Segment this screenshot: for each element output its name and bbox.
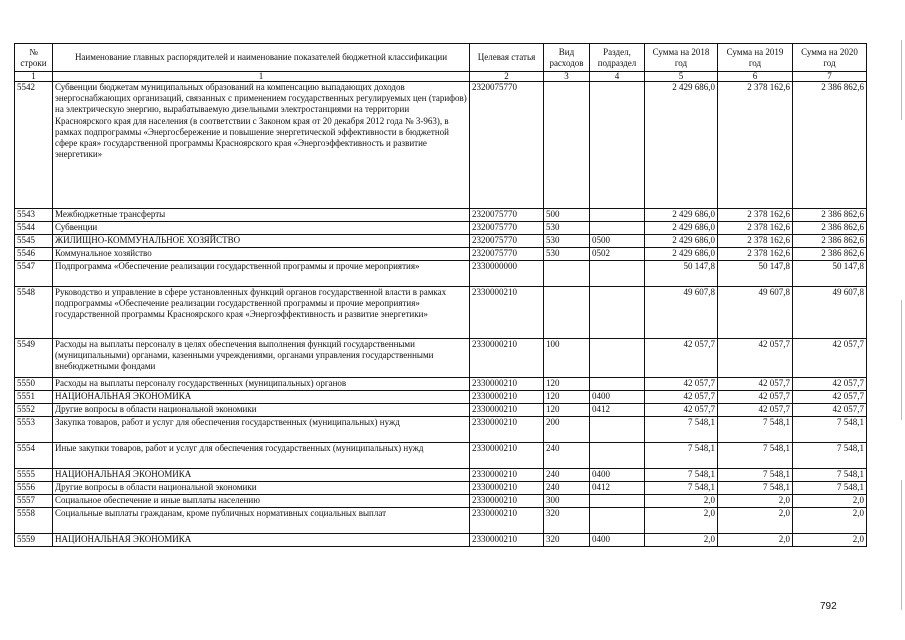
scan-edge-mark xyxy=(901,480,902,610)
row-name: Другие вопросы в области национальной экономики xyxy=(53,482,470,495)
budget-table xyxy=(14,43,867,547)
target-article: 2330000000 xyxy=(470,261,544,287)
target-article: 2330000210 xyxy=(470,391,544,404)
sum-2019: 7 548,1 xyxy=(718,482,793,495)
expense-type: 530 xyxy=(544,222,590,235)
sum-2019: 2 378 162,6 xyxy=(718,235,793,248)
sum-2018: 2 429 686,0 xyxy=(645,235,718,248)
table-row xyxy=(15,534,867,547)
expense-type xyxy=(544,261,590,287)
sum-2018: 2,0 xyxy=(645,495,718,508)
expense-type: 120 xyxy=(544,378,590,391)
target-article: 2320075770 xyxy=(470,209,544,222)
expense-type xyxy=(544,287,590,339)
row-number: 5544 xyxy=(15,222,53,235)
sum-2019: 7 548,1 xyxy=(718,469,793,482)
row-number: 5542 xyxy=(15,82,53,209)
section-code: 0412 xyxy=(590,404,645,417)
sum-2019: 2,0 xyxy=(718,508,793,534)
expense-type: 530 xyxy=(544,235,590,248)
table-row xyxy=(15,443,867,469)
row-name: Закупка товаров, работ и услуг для обеспечения государственных (муниципальных) нужд xyxy=(53,417,470,443)
table-row xyxy=(15,235,867,248)
column-number: 2 xyxy=(470,72,544,82)
row-name: Межбюджетные трансферты xyxy=(53,209,470,222)
header-name: Наименование главных распорядителей и наименование показателей бюджетной классификации xyxy=(53,44,470,72)
scan-edge-mark xyxy=(901,300,902,420)
header-sum-2020: Сумма на 2020 год xyxy=(793,44,867,72)
sum-2020: 7 548,1 xyxy=(793,417,867,443)
sum-2019: 42 057,7 xyxy=(718,391,793,404)
target-article: 2320075770 xyxy=(470,248,544,261)
column-number: 5 xyxy=(645,72,718,82)
table-row xyxy=(15,222,867,235)
row-name: Коммунальное хозяйство xyxy=(53,248,470,261)
sum-2018: 2,0 xyxy=(645,534,718,547)
header-target: Целевая статья xyxy=(470,44,544,72)
target-article: 2330000210 xyxy=(470,339,544,378)
sum-2019: 7 548,1 xyxy=(718,443,793,469)
row-number: 5547 xyxy=(15,261,53,287)
sum-2019: 2 378 162,6 xyxy=(718,209,793,222)
sum-2018: 49 607,8 xyxy=(645,287,718,339)
row-name: НАЦИОНАЛЬНАЯ ЭКОНОМИКА xyxy=(53,534,470,547)
sum-2020: 2,0 xyxy=(793,495,867,508)
header-sum-2019: Сумма на 2019 год xyxy=(718,44,793,72)
table-row xyxy=(15,495,867,508)
row-number: 5550 xyxy=(15,378,53,391)
page-number: 792 xyxy=(820,601,837,612)
section-code xyxy=(590,261,645,287)
table-row xyxy=(15,378,867,391)
sum-2019: 42 057,7 xyxy=(718,404,793,417)
section-code xyxy=(590,443,645,469)
sum-2020: 42 057,7 xyxy=(793,391,867,404)
row-number: 5543 xyxy=(15,209,53,222)
expense-type: 240 xyxy=(544,443,590,469)
sum-2019: 42 057,7 xyxy=(718,378,793,391)
section-code xyxy=(590,378,645,391)
sum-2020: 2 386 862,6 xyxy=(793,82,867,209)
section-code: 0412 xyxy=(590,482,645,495)
sum-2020: 2 386 862,6 xyxy=(793,235,867,248)
expense-type: 120 xyxy=(544,404,590,417)
scan-edge-mark xyxy=(901,40,902,120)
sum-2018: 42 057,7 xyxy=(645,339,718,378)
sum-2020: 2 386 862,6 xyxy=(793,248,867,261)
sum-2019: 2,0 xyxy=(718,495,793,508)
row-name: Руководство и управление в сфере установленных функций органов государственной власти в рамках подпрограммы «Обеспечение реализации государственной программы и прочие мероприятия» государственной программы Красноярского края «Энергоэффективность и развитие энергетики» xyxy=(53,287,470,339)
target-article: 2330000210 xyxy=(470,287,544,339)
row-number: 5546 xyxy=(15,248,53,261)
sum-2019: 2 378 162,6 xyxy=(718,222,793,235)
sum-2020: 7 548,1 xyxy=(793,469,867,482)
sum-2019: 2,0 xyxy=(718,534,793,547)
table-row xyxy=(15,482,867,495)
row-name: ЖИЛИЩНО-КОММУНАЛЬНОЕ ХОЗЯЙСТВО xyxy=(53,235,470,248)
column-number: 1 xyxy=(15,72,53,82)
column-number: 6 xyxy=(718,72,793,82)
sum-2020: 50 147,8 xyxy=(793,261,867,287)
target-article: 2320075770 xyxy=(470,82,544,209)
target-article: 2330000210 xyxy=(470,417,544,443)
row-number: 5558 xyxy=(15,508,53,534)
expense-type: 240 xyxy=(544,469,590,482)
row-number: 5545 xyxy=(15,235,53,248)
row-name: НАЦИОНАЛЬНАЯ ЭКОНОМИКА xyxy=(53,391,470,404)
section-code xyxy=(590,222,645,235)
row-number: 5553 xyxy=(15,417,53,443)
row-number: 5556 xyxy=(15,482,53,495)
table-row xyxy=(15,417,867,443)
column-number: 7 xyxy=(793,72,867,82)
header-row xyxy=(15,44,867,72)
row-name: Иные закупки товаров, работ и услуг для обеспечения государственных (муниципальных) нужд xyxy=(53,443,470,469)
section-code: 0400 xyxy=(590,534,645,547)
expense-type: 530 xyxy=(544,248,590,261)
sum-2019: 42 057,7 xyxy=(718,339,793,378)
sum-2018: 2,0 xyxy=(645,508,718,534)
sum-2018: 7 548,1 xyxy=(645,469,718,482)
header-sum-2018: Сумма на 2018 год xyxy=(645,44,718,72)
sum-2020: 42 057,7 xyxy=(793,378,867,391)
target-article: 2330000210 xyxy=(470,534,544,547)
expense-type: 240 xyxy=(544,482,590,495)
sum-2018: 42 057,7 xyxy=(645,404,718,417)
expense-type: 200 xyxy=(544,417,590,443)
sum-2020: 2,0 xyxy=(793,534,867,547)
column-number: 1 xyxy=(53,72,470,82)
target-article: 2330000210 xyxy=(470,404,544,417)
sum-2018: 7 548,1 xyxy=(645,417,718,443)
sum-2020: 7 548,1 xyxy=(793,482,867,495)
sum-2019: 7 548,1 xyxy=(718,417,793,443)
target-article: 2330000210 xyxy=(470,443,544,469)
header-row-no: № строки xyxy=(15,44,53,72)
section-code xyxy=(590,508,645,534)
sum-2018: 2 429 686,0 xyxy=(645,248,718,261)
table-row xyxy=(15,391,867,404)
sum-2019: 50 147,8 xyxy=(718,261,793,287)
section-code xyxy=(590,287,645,339)
section-code xyxy=(590,82,645,209)
table-row xyxy=(15,209,867,222)
section-code xyxy=(590,339,645,378)
expense-type: 320 xyxy=(544,534,590,547)
sum-2018: 42 057,7 xyxy=(645,391,718,404)
header-expense-type: Вид расходов xyxy=(544,44,590,72)
row-name: Расходы на выплаты персоналу государственных (муниципальных) органов xyxy=(53,378,470,391)
sum-2020: 42 057,7 xyxy=(793,404,867,417)
sum-2018: 2 429 686,0 xyxy=(645,209,718,222)
row-name: Социальные выплаты гражданам, кроме публичных нормативных социальных выплат xyxy=(53,508,470,534)
expense-type: 500 xyxy=(544,209,590,222)
sum-2018: 2 429 686,0 xyxy=(645,82,718,209)
target-article: 2330000210 xyxy=(470,378,544,391)
table-row xyxy=(15,339,867,378)
header-section: Раздел, подраздел xyxy=(590,44,645,72)
table-row xyxy=(15,508,867,534)
row-name: Социальное обеспечение и иные выплаты населению xyxy=(53,495,470,508)
row-number: 5555 xyxy=(15,469,53,482)
target-article: 2330000210 xyxy=(470,508,544,534)
column-number: 3 xyxy=(544,72,590,82)
expense-type: 320 xyxy=(544,508,590,534)
row-name: Расходы на выплаты персоналу в целях обеспечения выполнения функций государственными (муниципальными) органами, казенными учреждениями, органами управления государственными внебюджетными фондами xyxy=(53,339,470,378)
row-name: Подпрограмма «Обеспечение реализации государственной программы и прочие мероприятия» xyxy=(53,261,470,287)
table-row xyxy=(15,248,867,261)
sum-2020: 42 057,7 xyxy=(793,339,867,378)
sum-2018: 2 429 686,0 xyxy=(645,222,718,235)
row-number: 5549 xyxy=(15,339,53,378)
sum-2020: 49 607,8 xyxy=(793,287,867,339)
target-article: 2320075770 xyxy=(470,235,544,248)
sum-2019: 2 378 162,6 xyxy=(718,82,793,209)
expense-type xyxy=(544,82,590,209)
sum-2019: 49 607,8 xyxy=(718,287,793,339)
sum-2019: 2 378 162,6 xyxy=(718,248,793,261)
row-number: 5552 xyxy=(15,404,53,417)
column-number-row xyxy=(15,72,867,82)
row-name: Субвенции бюджетам муниципальных образований на компенсацию выпадающих доходов энергоснабжающих организаций, связанных с применением государственных регулируемых цен (тарифов) на электрическую энергию, вырабатываемую дизельными электростанциями на территории Красноярского края для населения (в соответствии с Законом края от 20 декабря 2012 года № 3-963), в рамках подпрограммы «Энергосбережение и повышение энергетической эффективности в бюджетной сфере края» государственной программы Красноярского края «Энергоэффективность и развитие энергетики» xyxy=(53,82,470,209)
target-article: 2330000210 xyxy=(470,469,544,482)
row-name: Субвенции xyxy=(53,222,470,235)
row-name: НАЦИОНАЛЬНАЯ ЭКОНОМИКА xyxy=(53,469,470,482)
section-code: 0500 xyxy=(590,235,645,248)
table-row xyxy=(15,469,867,482)
target-article: 2320075770 xyxy=(470,222,544,235)
sum-2020: 2,0 xyxy=(793,508,867,534)
section-code xyxy=(590,209,645,222)
section-code: 0400 xyxy=(590,469,645,482)
sum-2018: 7 548,1 xyxy=(645,443,718,469)
sum-2020: 2 386 862,6 xyxy=(793,222,867,235)
section-code xyxy=(590,417,645,443)
sum-2018: 50 147,8 xyxy=(645,261,718,287)
sum-2020: 2 386 862,6 xyxy=(793,209,867,222)
sum-2020: 7 548,1 xyxy=(793,443,867,469)
expense-type: 300 xyxy=(544,495,590,508)
target-article: 2330000210 xyxy=(470,482,544,495)
row-number: 5557 xyxy=(15,495,53,508)
target-article: 2330000210 xyxy=(470,495,544,508)
section-code xyxy=(590,495,645,508)
row-name: Другие вопросы в области национальной экономики xyxy=(53,404,470,417)
section-code: 0502 xyxy=(590,248,645,261)
table-row xyxy=(15,82,867,209)
row-number: 5551 xyxy=(15,391,53,404)
column-number: 4 xyxy=(590,72,645,82)
table-row xyxy=(15,404,867,417)
row-number: 5548 xyxy=(15,287,53,339)
table-row xyxy=(15,287,867,339)
section-code: 0400 xyxy=(590,391,645,404)
expense-type: 120 xyxy=(544,391,590,404)
sum-2018: 42 057,7 xyxy=(645,378,718,391)
table-row xyxy=(15,261,867,287)
row-number: 5559 xyxy=(15,534,53,547)
expense-type: 100 xyxy=(544,339,590,378)
sum-2018: 7 548,1 xyxy=(645,482,718,495)
row-number: 5554 xyxy=(15,443,53,469)
